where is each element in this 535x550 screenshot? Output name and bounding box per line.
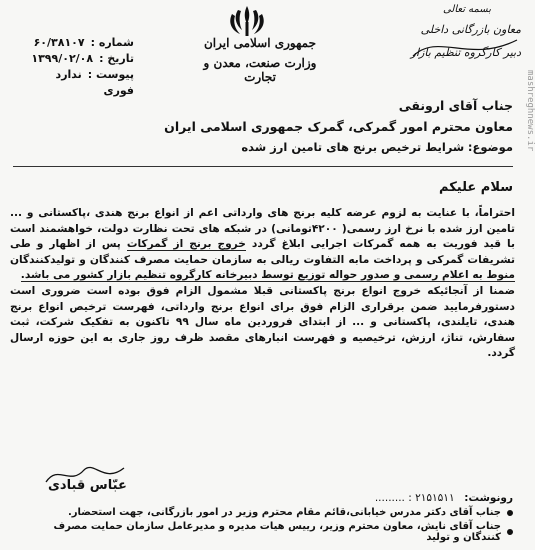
subject-label: موضوع:: [467, 140, 513, 154]
basmala-text: بسمه تعالی: [442, 4, 491, 15]
handwriting-stroke-icon: [409, 26, 521, 66]
cc-label: رونوشت:: [464, 492, 513, 504]
number-label: شماره :: [90, 36, 134, 49]
subject-line: [93, 140, 513, 154]
ministry-header: [190, 36, 330, 84]
cc-item-text: جناب آقای نایش، معاون محترم وزیر، رییس هیات مدیره و مدیرعامل سازمان حمایت مصرف کنندگان و تولید: [53, 521, 501, 543]
deputy-title: معاون بازرگانی داخلی: [420, 23, 521, 36]
underlined-text: خروج برنج از گمرکات: [126, 238, 246, 251]
number-value: ۶۰/۳۸۱۰۷: [33, 36, 85, 49]
divider: [13, 166, 513, 167]
recipient-title: معاون محترم امور گمرکی، گمرک جمهوری اسلامی ایران: [164, 119, 513, 134]
body-text: پس از اظهار و طی تشریفات گمرکی و پرداخت مابه التفاوت ریالی به سازمان حمایت مصرف کنندگان و تولیدکنندگان: [10, 238, 515, 266]
meta-number: [4, 36, 134, 52]
secretary-title: دبیر کارگروه تنظیم بازار: [410, 46, 521, 59]
underlined-text: منوط به اعلام رسمی و صدور حواله توزیع توسط دبیرخانه کارگروه تنظیم بازار کشور می باشد.: [20, 269, 515, 282]
cc-block: [13, 492, 513, 543]
cc-ref: ۲۱۵۱۵۱۱ : .........: [374, 492, 455, 504]
subject-text: شرایط ترخیص برنج های تامین ارز شده: [241, 140, 465, 154]
cc-item: [13, 521, 513, 543]
body-paragraph-1: [10, 206, 515, 284]
body-paragraph-2: ضمنا از آنجائیکه خروج انواع برنج پاکستانی قبلا مشمول الزام فوق بوده است ضروری است دستورفرمایید ضمن برقراری الزام فوق برای انواع برنج وارداتی، فهرست ترخیص انواع برنج هندی، تایلندی، پاکستانی و ... از ابتدای فروردین ماه سال ۹۹ تاکنون به تفکیک شرکت، ثبت سفارش، تناژ، ارزش، ترخیصیه و فهرست انبارهای مقصد ظرف روز جاری به این حوزه ارسال گردد.: [10, 284, 515, 360]
watermark: mashreghnews.ir: [525, 70, 535, 152]
meta-attachment: [4, 68, 134, 84]
iran-emblem-icon: [226, 4, 268, 38]
attachment-label: پیوست :: [87, 68, 134, 81]
cc-header: [13, 492, 513, 504]
address-block: [93, 98, 513, 154]
greeting: سلام علیکم: [439, 180, 513, 195]
urgency-label: فوری: [103, 84, 134, 97]
date-value: ۱۳۹۹/۰۲/۰۸: [31, 52, 94, 65]
signer-name: عبّاس قبادی: [48, 478, 127, 493]
top-right-handwritten: [409, 4, 521, 59]
cc-item-text: جناب آقای دکتر مدرس خیابانی،قائم مقام محترم وزیر در امور بازرگانی، جهت استحضار.: [67, 507, 501, 518]
ministry-line2: وزارت صنعت، معدن و تجارت: [203, 56, 317, 84]
bullet-icon: [507, 510, 513, 516]
letter-meta: [4, 36, 134, 100]
recipient-name: جناب آقای ارونقی: [398, 98, 513, 113]
body-text: احتراماً، با عنایت به لزوم عرضه کلیه برنج های وارداتی اعم از انواع برنج هندی ،پاکستانی و ... تامین ارز شده با نرخ ارز رسمی( ۴۲۰۰تومانی) در شبکه های تحت نظارت دولت، خواهشمند است با قید فوریت به همه گمرکات اجرایی ابلاغ گردد: [10, 207, 515, 251]
attachment-value: ندارد: [55, 68, 82, 81]
date-label: تاریخ :: [99, 52, 134, 65]
bullet-icon: [507, 529, 513, 535]
meta-date: [4, 52, 134, 68]
ministry-line1: جمهوری اسلامی ایران: [203, 36, 317, 50]
cc-item: [13, 507, 513, 518]
letter-body: [10, 206, 515, 362]
